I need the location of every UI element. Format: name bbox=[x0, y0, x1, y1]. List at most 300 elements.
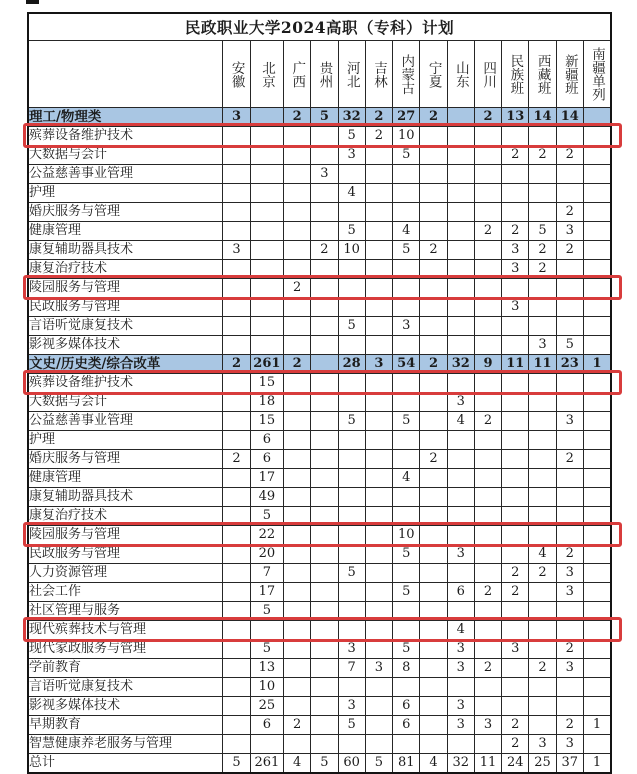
plan-count-cell: 2 bbox=[556, 450, 583, 469]
plan-count-cell bbox=[583, 659, 611, 678]
plan-count-cell bbox=[311, 507, 338, 526]
plan-count-cell bbox=[583, 697, 611, 716]
plan-count-cell bbox=[474, 735, 501, 754]
plan-count-cell: 3 bbox=[502, 298, 529, 317]
plan-count-cell bbox=[365, 564, 392, 583]
plan-count-cell bbox=[420, 526, 447, 545]
plan-count-cell: 1 bbox=[583, 716, 611, 735]
plan-count-cell bbox=[583, 545, 611, 564]
plan-count-cell bbox=[284, 545, 311, 564]
plan-count-cell bbox=[223, 488, 250, 507]
major-row bbox=[28, 203, 611, 222]
major-row bbox=[28, 697, 611, 716]
plan-count-cell bbox=[556, 678, 583, 697]
major-name-cell: 康复治疗技术 bbox=[28, 260, 223, 279]
plan-count-cell bbox=[502, 374, 529, 393]
plan-count-cell: 2 bbox=[502, 222, 529, 241]
plan-count-cell bbox=[502, 412, 529, 431]
plan-count-cell bbox=[502, 431, 529, 450]
plan-count-cell: 3 bbox=[447, 545, 474, 564]
plan-count-cell: 22 bbox=[250, 526, 283, 545]
plan-count-cell bbox=[474, 279, 501, 298]
plan-count-cell: 28 bbox=[338, 355, 365, 374]
province-column-label: 新疆班 bbox=[561, 53, 578, 95]
plan-count-cell bbox=[502, 697, 529, 716]
plan-count-cell: 2 bbox=[529, 659, 556, 678]
plan-count-cell bbox=[420, 659, 447, 678]
plan-count-cell bbox=[338, 469, 365, 488]
plan-count-cell: 14 bbox=[529, 108, 556, 127]
plan-count-cell bbox=[365, 735, 392, 754]
plan-count-cell: 5 bbox=[311, 754, 338, 774]
plan-count-cell bbox=[365, 583, 392, 602]
plan-count-cell bbox=[474, 146, 501, 165]
plan-count-cell bbox=[420, 260, 447, 279]
plan-count-cell bbox=[420, 583, 447, 602]
plan-count-cell bbox=[311, 127, 338, 146]
plan-count-cell bbox=[583, 146, 611, 165]
plan-count-cell: 3 bbox=[223, 241, 250, 260]
major-row bbox=[28, 241, 611, 260]
plan-count-cell bbox=[365, 298, 392, 317]
plan-count-cell: 11 bbox=[474, 754, 501, 774]
plan-count-cell: 3 bbox=[365, 355, 392, 374]
scan-artifact-mark bbox=[26, 0, 39, 4]
province-column-header bbox=[556, 41, 583, 108]
plan-count-cell: 37 bbox=[556, 754, 583, 774]
plan-count-cell bbox=[474, 621, 501, 640]
plan-count-cell bbox=[447, 260, 474, 279]
plan-count-cell: 11 bbox=[529, 355, 556, 374]
plan-count-cell: 3 bbox=[502, 241, 529, 260]
plan-count-cell bbox=[284, 146, 311, 165]
major-row bbox=[28, 526, 611, 545]
plan-count-cell bbox=[447, 336, 474, 355]
major-row bbox=[28, 450, 611, 469]
plan-count-cell bbox=[311, 716, 338, 735]
major-name-cell: 婚庆服务与管理 bbox=[28, 450, 223, 469]
plan-count-cell: 3 bbox=[311, 165, 338, 184]
plan-count-cell bbox=[311, 298, 338, 317]
plan-count-cell bbox=[223, 184, 250, 203]
plan-count-cell bbox=[529, 583, 556, 602]
plan-count-cell: 2 bbox=[529, 146, 556, 165]
province-column-header bbox=[583, 41, 611, 108]
major-row bbox=[28, 431, 611, 450]
plan-count-cell bbox=[250, 108, 283, 127]
plan-count-cell bbox=[365, 241, 392, 260]
plan-count-cell bbox=[311, 393, 338, 412]
plan-count-cell: 2 bbox=[556, 241, 583, 260]
plan-count-cell bbox=[529, 621, 556, 640]
plan-count-cell: 6 bbox=[393, 697, 420, 716]
plan-count-cell bbox=[474, 526, 501, 545]
plan-count-cell bbox=[447, 507, 474, 526]
plan-count-cell: 1 bbox=[583, 754, 611, 774]
plan-count-cell bbox=[529, 279, 556, 298]
plan-count-cell: 4 bbox=[393, 469, 420, 488]
plan-count-cell bbox=[502, 184, 529, 203]
plan-count-cell bbox=[284, 678, 311, 697]
plan-count-cell bbox=[365, 488, 392, 507]
plan-count-cell bbox=[311, 146, 338, 165]
plan-count-cell bbox=[420, 317, 447, 336]
plan-count-cell bbox=[365, 336, 392, 355]
plan-count-cell bbox=[420, 279, 447, 298]
plan-count-cell: 5 bbox=[223, 754, 250, 774]
plan-count-cell bbox=[338, 621, 365, 640]
plan-count-cell bbox=[474, 602, 501, 621]
plan-count-cell bbox=[529, 184, 556, 203]
plan-count-cell: 2 bbox=[284, 716, 311, 735]
plan-count-cell bbox=[583, 735, 611, 754]
province-column-label: 贵州 bbox=[316, 60, 333, 88]
plan-count-cell: 2 bbox=[556, 716, 583, 735]
grand-total-label: 总计 bbox=[28, 754, 223, 774]
major-name-cell: 社会工作 bbox=[28, 583, 223, 602]
plan-count-cell bbox=[311, 545, 338, 564]
plan-count-cell bbox=[583, 526, 611, 545]
major-row bbox=[28, 488, 611, 507]
major-name-cell: 公益慈善事业管理 bbox=[28, 165, 223, 184]
plan-count-cell bbox=[529, 697, 556, 716]
plan-count-cell bbox=[556, 488, 583, 507]
plan-count-cell: 2 bbox=[502, 146, 529, 165]
plan-count-cell bbox=[365, 260, 392, 279]
plan-count-cell bbox=[311, 678, 338, 697]
plan-count-cell bbox=[474, 241, 501, 260]
major-row bbox=[28, 602, 611, 621]
plan-count-cell bbox=[447, 602, 474, 621]
plan-count-cell bbox=[556, 279, 583, 298]
plan-count-cell bbox=[284, 184, 311, 203]
plan-count-cell bbox=[365, 640, 392, 659]
plan-count-cell bbox=[447, 279, 474, 298]
plan-count-cell: 5 bbox=[338, 127, 365, 146]
major-name-cell: 社区管理与服务 bbox=[28, 602, 223, 621]
plan-count-cell bbox=[529, 450, 556, 469]
province-header-row bbox=[28, 41, 611, 108]
plan-count-cell bbox=[529, 165, 556, 184]
plan-count-cell bbox=[447, 526, 474, 545]
plan-count-cell bbox=[474, 184, 501, 203]
major-row bbox=[28, 393, 611, 412]
plan-count-cell bbox=[583, 298, 611, 317]
plan-count-cell bbox=[223, 621, 250, 640]
plan-count-cell bbox=[311, 412, 338, 431]
plan-count-cell bbox=[284, 697, 311, 716]
province-column-header bbox=[502, 41, 529, 108]
plan-count-cell bbox=[223, 412, 250, 431]
major-row bbox=[28, 735, 611, 754]
major-row bbox=[28, 127, 611, 146]
plan-count-cell: 27 bbox=[393, 108, 420, 127]
major-name-cell: 现代殡葬技术与管理 bbox=[28, 621, 223, 640]
plan-count-cell bbox=[223, 469, 250, 488]
plan-count-cell: 13 bbox=[502, 108, 529, 127]
major-name-cell: 陵园服务与管理 bbox=[28, 526, 223, 545]
plan-count-cell bbox=[393, 203, 420, 222]
plan-count-cell bbox=[393, 260, 420, 279]
plan-count-cell: 81 bbox=[393, 754, 420, 774]
plan-count-cell bbox=[529, 640, 556, 659]
plan-count-cell bbox=[474, 564, 501, 583]
plan-count-cell: 3 bbox=[447, 393, 474, 412]
plan-count-cell: 2 bbox=[311, 241, 338, 260]
major-name-cell: 影视多媒体技术 bbox=[28, 697, 223, 716]
plan-count-cell: 5 bbox=[311, 108, 338, 127]
plan-count-cell bbox=[447, 450, 474, 469]
major-name-cell: 康复辅助器具技术 bbox=[28, 241, 223, 260]
major-row bbox=[28, 184, 611, 203]
section-label: 理工/物理类 bbox=[28, 108, 223, 127]
major-name-cell: 智慧健康养老服务与管理 bbox=[28, 735, 223, 754]
plan-count-cell bbox=[556, 393, 583, 412]
plan-count-cell bbox=[556, 697, 583, 716]
plan-count-cell bbox=[365, 526, 392, 545]
plan-count-cell bbox=[223, 298, 250, 317]
plan-count-cell bbox=[250, 165, 283, 184]
plan-count-cell: 18 bbox=[250, 393, 283, 412]
grand-total-row bbox=[28, 754, 611, 774]
plan-count-cell: 5 bbox=[338, 317, 365, 336]
province-column-header bbox=[284, 41, 311, 108]
plan-count-cell: 3 bbox=[447, 716, 474, 735]
plan-count-cell: 49 bbox=[250, 488, 283, 507]
plan-count-cell bbox=[365, 469, 392, 488]
plan-count-cell: 2 bbox=[365, 127, 392, 146]
plan-count-cell bbox=[338, 203, 365, 222]
plan-count-cell bbox=[311, 583, 338, 602]
plan-count-cell: 10 bbox=[393, 127, 420, 146]
plan-count-cell bbox=[583, 336, 611, 355]
province-column-label: 西藏班 bbox=[534, 53, 551, 95]
plan-count-cell bbox=[583, 640, 611, 659]
plan-count-cell: 2 bbox=[502, 583, 529, 602]
plan-count-cell: 13 bbox=[250, 659, 283, 678]
plan-count-cell bbox=[223, 583, 250, 602]
plan-count-cell bbox=[529, 678, 556, 697]
plan-count-cell: 2 bbox=[284, 108, 311, 127]
plan-count-cell bbox=[393, 564, 420, 583]
plan-count-cell: 5 bbox=[393, 640, 420, 659]
plan-count-cell bbox=[311, 488, 338, 507]
plan-count-cell bbox=[583, 412, 611, 431]
plan-count-cell bbox=[311, 621, 338, 640]
plan-count-cell bbox=[502, 336, 529, 355]
plan-count-cell bbox=[311, 260, 338, 279]
major-row bbox=[28, 545, 611, 564]
plan-count-cell bbox=[474, 127, 501, 146]
plan-count-cell bbox=[284, 469, 311, 488]
plan-count-cell bbox=[583, 469, 611, 488]
plan-count-cell bbox=[420, 184, 447, 203]
province-column-header bbox=[338, 41, 365, 108]
plan-count-cell: 3 bbox=[556, 412, 583, 431]
major-name-cell: 民政服务与管理 bbox=[28, 298, 223, 317]
plan-count-cell bbox=[284, 735, 311, 754]
plan-count-cell: 20 bbox=[250, 545, 283, 564]
plan-count-cell: 32 bbox=[447, 355, 474, 374]
plan-count-cell bbox=[223, 602, 250, 621]
title-row bbox=[28, 13, 611, 41]
plan-count-cell bbox=[338, 583, 365, 602]
plan-count-cell bbox=[420, 431, 447, 450]
plan-count-cell bbox=[583, 583, 611, 602]
plan-count-cell bbox=[556, 507, 583, 526]
plan-count-cell bbox=[311, 659, 338, 678]
plan-count-cell: 6 bbox=[447, 583, 474, 602]
major-row bbox=[28, 564, 611, 583]
plan-count-cell bbox=[223, 374, 250, 393]
plan-count-cell bbox=[223, 431, 250, 450]
plan-count-cell: 3 bbox=[556, 583, 583, 602]
plan-count-cell: 6 bbox=[250, 716, 283, 735]
plan-count-cell bbox=[529, 317, 556, 336]
plan-count-cell: 5 bbox=[250, 602, 283, 621]
major-row bbox=[28, 260, 611, 279]
plan-count-cell bbox=[250, 241, 283, 260]
plan-count-cell bbox=[284, 222, 311, 241]
plan-count-cell bbox=[556, 298, 583, 317]
plan-count-cell: 2 bbox=[556, 146, 583, 165]
plan-count-cell bbox=[284, 602, 311, 621]
plan-count-cell: 2 bbox=[529, 241, 556, 260]
plan-count-cell: 3 bbox=[447, 659, 474, 678]
plan-count-cell bbox=[284, 374, 311, 393]
plan-count-cell bbox=[556, 469, 583, 488]
plan-count-cell bbox=[223, 317, 250, 336]
plan-count-cell bbox=[474, 450, 501, 469]
plan-count-cell bbox=[393, 488, 420, 507]
plan-count-cell bbox=[223, 222, 250, 241]
plan-count-cell bbox=[338, 374, 365, 393]
plan-count-cell bbox=[420, 412, 447, 431]
plan-count-cell bbox=[420, 165, 447, 184]
plan-count-cell bbox=[420, 393, 447, 412]
plan-count-cell bbox=[223, 146, 250, 165]
plan-count-cell: 2 bbox=[502, 564, 529, 583]
plan-count-cell bbox=[583, 393, 611, 412]
plan-count-cell: 2 bbox=[420, 355, 447, 374]
major-name-cell: 大数据与会计 bbox=[28, 393, 223, 412]
plan-count-cell: 60 bbox=[338, 754, 365, 774]
plan-count-cell bbox=[250, 146, 283, 165]
plan-count-cell bbox=[338, 298, 365, 317]
major-row bbox=[28, 640, 611, 659]
plan-count-cell: 15 bbox=[250, 374, 283, 393]
plan-count-cell: 3 bbox=[338, 146, 365, 165]
plan-count-cell: 3 bbox=[556, 222, 583, 241]
plan-count-cell bbox=[365, 545, 392, 564]
plan-count-cell bbox=[583, 431, 611, 450]
major-name-cell: 殡葬设备维护技术 bbox=[28, 127, 223, 146]
plan-count-cell bbox=[365, 412, 392, 431]
major-name-cell: 康复辅助器具技术 bbox=[28, 488, 223, 507]
corner-blank-cell bbox=[28, 41, 223, 108]
plan-count-cell bbox=[474, 203, 501, 222]
plan-count-cell bbox=[284, 298, 311, 317]
plan-count-cell bbox=[365, 317, 392, 336]
plan-count-cell bbox=[223, 336, 250, 355]
plan-count-cell bbox=[311, 526, 338, 545]
plan-count-cell: 5 bbox=[250, 507, 283, 526]
plan-count-cell: 3 bbox=[556, 564, 583, 583]
major-row bbox=[28, 583, 611, 602]
major-name-cell: 健康管理 bbox=[28, 222, 223, 241]
plan-count-cell bbox=[447, 374, 474, 393]
plan-count-cell bbox=[529, 393, 556, 412]
plan-count-cell bbox=[365, 507, 392, 526]
plan-count-cell bbox=[502, 507, 529, 526]
plan-count-cell bbox=[338, 260, 365, 279]
plan-count-cell: 2 bbox=[474, 222, 501, 241]
plan-count-cell bbox=[365, 203, 392, 222]
plan-count-cell bbox=[420, 602, 447, 621]
plan-count-cell bbox=[556, 374, 583, 393]
plan-count-cell: 4 bbox=[447, 412, 474, 431]
province-column-label: 河北 bbox=[343, 60, 360, 88]
province-column-label: 山东 bbox=[452, 60, 469, 88]
plan-count-cell bbox=[583, 564, 611, 583]
plan-count-cell bbox=[311, 222, 338, 241]
plan-count-cell: 3 bbox=[447, 640, 474, 659]
plan-count-cell bbox=[420, 488, 447, 507]
major-name-cell: 人力资源管理 bbox=[28, 564, 223, 583]
plan-count-cell bbox=[583, 108, 611, 127]
plan-count-cell bbox=[250, 279, 283, 298]
plan-count-cell: 5 bbox=[529, 222, 556, 241]
plan-count-cell: 10 bbox=[393, 526, 420, 545]
plan-count-cell bbox=[223, 545, 250, 564]
plan-count-cell: 2 bbox=[556, 545, 583, 564]
plan-count-cell: 6 bbox=[393, 716, 420, 735]
plan-count-cell: 15 bbox=[250, 412, 283, 431]
plan-count-cell bbox=[474, 298, 501, 317]
plan-count-cell bbox=[393, 393, 420, 412]
plan-count-cell bbox=[502, 317, 529, 336]
plan-count-cell: 11 bbox=[502, 355, 529, 374]
plan-count-cell bbox=[502, 450, 529, 469]
major-row bbox=[28, 412, 611, 431]
plan-table-wrapper bbox=[27, 12, 612, 774]
plan-count-cell bbox=[529, 298, 556, 317]
province-column-label: 广西 bbox=[289, 60, 306, 88]
major-row bbox=[28, 716, 611, 735]
plan-count-cell: 24 bbox=[502, 754, 529, 774]
plan-count-cell bbox=[502, 602, 529, 621]
plan-count-cell: 2 bbox=[223, 355, 250, 374]
plan-count-cell: 3 bbox=[556, 735, 583, 754]
plan-table-body bbox=[28, 108, 611, 774]
plan-count-cell bbox=[447, 222, 474, 241]
plan-count-cell bbox=[365, 393, 392, 412]
plan-count-cell bbox=[529, 127, 556, 146]
major-row bbox=[28, 222, 611, 241]
plan-count-cell bbox=[474, 336, 501, 355]
plan-count-cell bbox=[284, 241, 311, 260]
plan-count-cell bbox=[447, 184, 474, 203]
plan-count-cell bbox=[311, 735, 338, 754]
plan-count-cell bbox=[223, 716, 250, 735]
plan-count-cell: 3 bbox=[447, 697, 474, 716]
plan-count-cell bbox=[447, 678, 474, 697]
plan-count-cell: 17 bbox=[250, 583, 283, 602]
plan-count-cell bbox=[447, 203, 474, 222]
plan-count-cell bbox=[250, 298, 283, 317]
plan-count-cell bbox=[393, 298, 420, 317]
plan-count-cell: 2 bbox=[474, 659, 501, 678]
